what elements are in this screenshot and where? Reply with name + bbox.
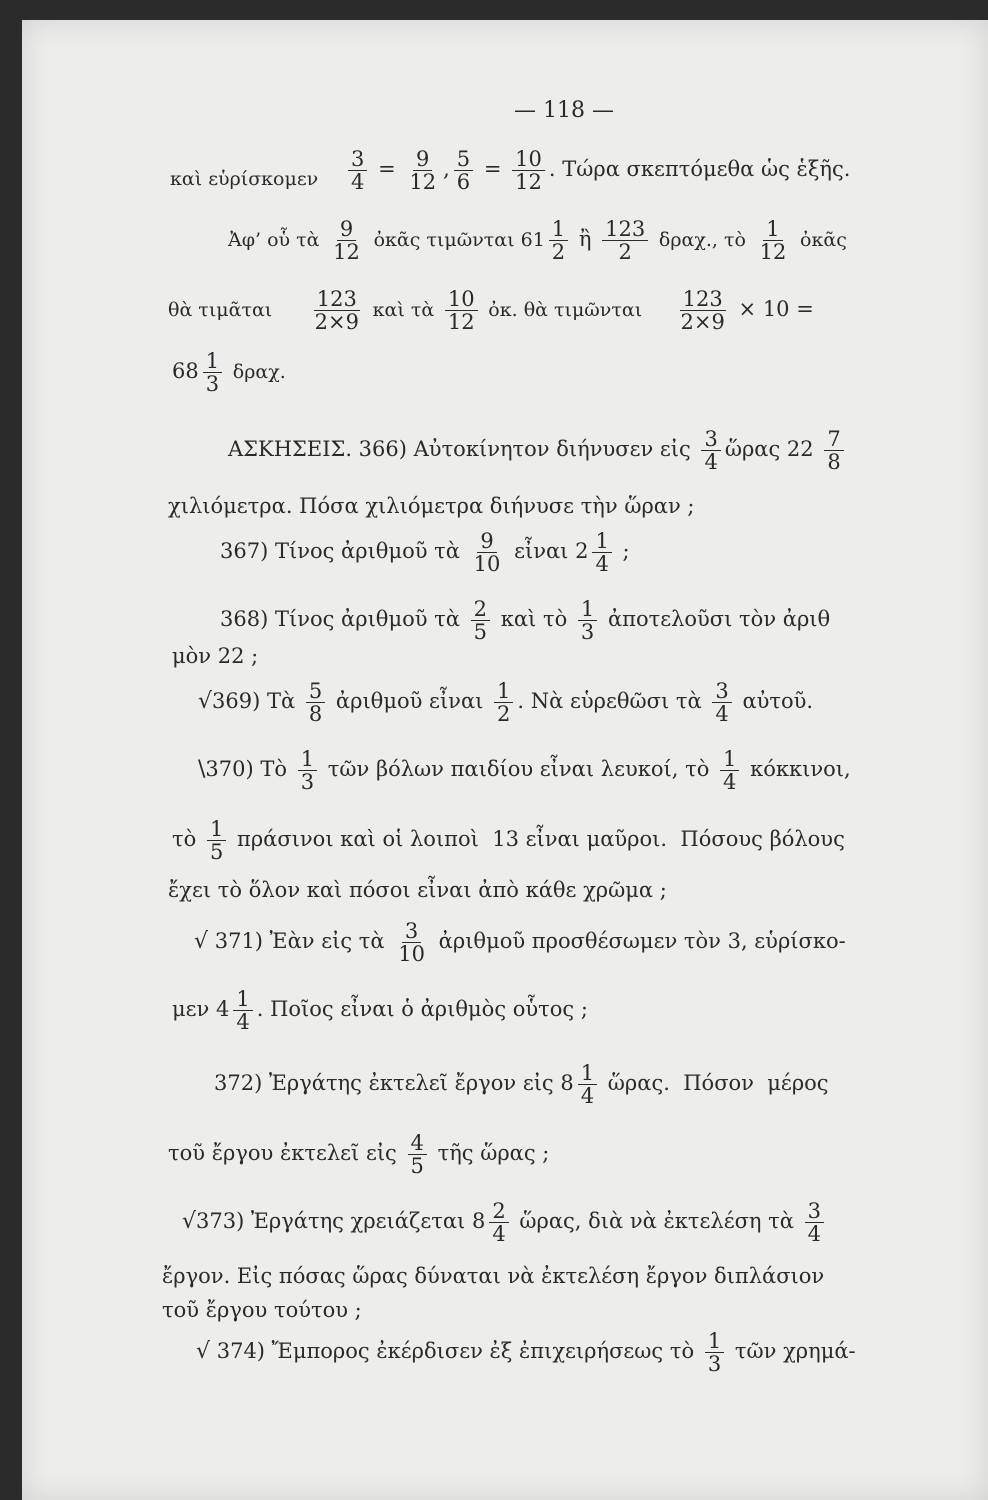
denominator: 4 <box>807 1222 822 1247</box>
numerator: 10 <box>512 148 545 171</box>
denominator: 3 <box>300 770 315 795</box>
equals-sign: = <box>483 157 502 182</box>
text-span: θὰ τιμᾶται <box>168 299 273 322</box>
denominator: 5 <box>410 1154 424 1179</box>
fraction <box>395 920 428 965</box>
fraction <box>805 1200 824 1245</box>
numerator: 1 <box>207 818 226 841</box>
denominator: 2×9 <box>314 310 359 335</box>
handwritten-check-mark: √ <box>182 1209 197 1235</box>
fraction <box>406 148 439 193</box>
denominator: 5 <box>473 620 488 645</box>
fraction <box>312 288 362 333</box>
text-span: καὶ εὑρίσκομεν <box>170 168 319 190</box>
denominator: 3 <box>707 1352 722 1377</box>
text-span: ἔργον. Εἰς πόσας ὥρας δύναται νὰ ἐκτελέση ἔργον διπλάσιον <box>162 1264 825 1288</box>
numerator: 1 <box>720 748 739 771</box>
fraction <box>701 428 720 473</box>
denominator: 4 <box>492 1222 506 1247</box>
fraction <box>203 350 222 395</box>
fraction <box>408 1132 427 1177</box>
numerator: 1 <box>578 598 597 621</box>
numerator: 1 <box>494 680 513 703</box>
book-page <box>22 20 988 1500</box>
numerator: 1 <box>203 350 222 373</box>
fraction <box>678 288 728 333</box>
text-span: 371) Ἐὰν εἰς τὰ <box>214 929 385 954</box>
fraction <box>757 218 790 263</box>
numerator: 1 <box>549 218 568 241</box>
text-span: 369) Τὰ <box>212 689 296 714</box>
denominator: 2 <box>618 240 632 265</box>
text-span: ἔχει τὸ ὅλον καὶ πόσοι εἶναι ἀπὸ κάθε χρῶμα ; <box>168 878 667 902</box>
page-number: — 118 — <box>514 98 614 123</box>
numerator: 1 <box>298 748 317 771</box>
numerator: 1 <box>233 988 252 1011</box>
fraction <box>712 680 731 725</box>
text-span: . Ποῖος εἶναι ὁ ἀριθμὸς οὗτος ; <box>256 997 588 1022</box>
text-span: 372) Ἐργάτης ἐκτελεῖ ἔργον εἰς 8 <box>214 1071 574 1096</box>
numerator: 1 <box>578 1062 597 1085</box>
numerator: 4 <box>408 1132 427 1155</box>
text-span: δραχ. <box>232 361 286 384</box>
text-span: δραχ., τὸ <box>658 229 746 252</box>
denominator: 12 <box>409 170 437 195</box>
text-span: 367) Τίνος ἀριθμοῦ τὰ <box>220 539 460 564</box>
fraction <box>578 1062 597 1107</box>
denominator: 4 <box>351 170 365 195</box>
fraction <box>471 598 490 643</box>
denominator: 12 <box>515 170 542 195</box>
numerator: 1 <box>592 530 611 553</box>
denominator: 4 <box>723 770 737 795</box>
numerator: 9 <box>477 530 496 553</box>
text-span: καὶ τὸ <box>500 607 568 632</box>
text-span: πράσινοι καὶ οἱ λοιποὶ 13 εἶναι μαῦροι. Πόσους βόλους <box>237 827 845 852</box>
fraction <box>330 218 363 263</box>
denominator: 3 <box>580 620 595 645</box>
numerator: 10 <box>445 288 478 311</box>
text-span: ; <box>622 539 630 564</box>
denominator: 2 <box>551 240 566 265</box>
text-span: τοῦ ἔργου ἐκτελεῖ εἰς <box>168 1141 397 1166</box>
denominator: 4 <box>580 1084 595 1109</box>
text-span: ἀριθμοῦ προσθέσωμεν τὸν 3, εὑρίσκο- <box>438 929 846 954</box>
denominator: 10 <box>473 552 501 577</box>
text-span: ἀριθμοῦ εἶναι <box>335 689 484 714</box>
text-span: ὥρας 22 <box>724 437 814 462</box>
text-span: εἶναι 2 <box>514 539 589 564</box>
numerator: 2 <box>489 1200 508 1223</box>
fraction <box>445 288 478 333</box>
numerator: 9 <box>337 218 356 241</box>
numerator: 3 <box>712 680 731 703</box>
text-span: 68 <box>172 359 199 384</box>
numerator: 3 <box>701 428 720 451</box>
denominator: 4 <box>595 552 609 577</box>
numerator: 3 <box>805 1200 824 1223</box>
text-span: τῶν βόλων παιδίου εἶναι λευκοί, τὸ <box>327 757 710 782</box>
fraction <box>494 680 513 725</box>
denominator: 10 <box>398 942 425 967</box>
numerator: 7 <box>824 428 843 451</box>
denominator: 2 <box>497 702 511 727</box>
denominator: 8 <box>308 702 323 727</box>
numerator: 123 <box>602 218 648 241</box>
fraction <box>471 530 504 575</box>
numerator: 1 <box>763 218 782 241</box>
text-span: Ἀφ’ οὗ τὰ <box>228 229 320 252</box>
text-span: 370) Τὸ <box>205 757 288 782</box>
handwritten-check-mark: √ <box>194 929 209 955</box>
numerator: 2 <box>471 598 490 621</box>
text-span: ΑΣΚΗΣΕΙΣ. 366) Αὐτοκίνητον διήνυσεν εἰς <box>228 437 691 462</box>
numerator: 123 <box>680 288 726 311</box>
fraction <box>233 988 252 1033</box>
denominator: 3 <box>205 372 220 397</box>
numerator: 5 <box>454 148 473 171</box>
denominator: 5 <box>209 840 224 865</box>
denominator: 6 <box>456 170 471 195</box>
fraction <box>549 218 568 263</box>
denominator: 12 <box>333 240 360 265</box>
text-span: καὶ τὰ <box>372 299 435 322</box>
handwritten-check-mark: √ <box>198 689 213 715</box>
denominator: 12 <box>447 310 475 335</box>
text-span: τῶν χρημά- <box>734 1339 856 1364</box>
numerator: 3 <box>402 920 421 943</box>
denominator: 4 <box>236 1010 250 1035</box>
text-span: ὀκᾶς <box>800 229 847 252</box>
fraction <box>207 818 226 863</box>
fraction <box>578 598 597 643</box>
fraction <box>306 680 325 725</box>
numerator: 1 <box>705 1330 724 1353</box>
fraction <box>454 148 473 193</box>
fraction <box>512 148 545 193</box>
text-span: ὀκ. θὰ τιμῶνται <box>488 299 643 322</box>
text-span: τοῦ ἔργου τούτου ; <box>162 1298 362 1322</box>
text-span: ὀκᾶς τιμῶνται 61 <box>373 229 545 252</box>
text-span: 373) Ἐργάτης χρειάζεται 8 <box>196 1209 486 1234</box>
denominator: 8 <box>827 450 841 475</box>
text-span: 374) Ἔμπορος ἐκέρδισεν ἐξ ἐπιχειρήσεως τὸ <box>216 1339 695 1364</box>
equals-sign: = <box>378 157 396 182</box>
text-span: × 10 = <box>738 297 814 322</box>
text-span: . Νὰ εὑρεθῶσι τὰ <box>517 689 702 714</box>
handwritten-check-mark: √ <box>196 1339 211 1365</box>
comma: , <box>443 157 450 182</box>
numerator: 9 <box>413 148 432 171</box>
text-span: . Τώρα σκεπτόμεθα ὡς ἑξῆς. <box>548 157 851 182</box>
fraction <box>705 1330 724 1375</box>
text-span: ἀποτελοῦσι τὸν ἀριθ <box>607 607 831 632</box>
text-span: μὸν 22 ; <box>172 644 259 668</box>
text-span: χιλιόμετρα. Πόσα χιλιόμετρα διήνυσε τὴν ὥραν ; <box>168 494 695 518</box>
text-span: κόκκινοι, <box>750 757 851 782</box>
handwritten-mark: \ <box>198 757 206 783</box>
numerator: 5 <box>306 680 325 703</box>
text-span: ὥρας, διὰ νὰ ἐκτελέση τὰ <box>519 1209 794 1234</box>
text-span: αὐτοῦ. <box>742 689 814 714</box>
text-span: τῆς ὥρας ; <box>437 1141 550 1166</box>
fraction <box>489 1200 508 1245</box>
text-span: τὸ <box>172 827 197 852</box>
fraction <box>602 218 648 263</box>
fraction <box>348 148 367 193</box>
fraction <box>298 748 317 793</box>
numerator: 3 <box>348 148 367 171</box>
denominator: 12 <box>759 240 787 265</box>
text-span: ὥρας. Πόσον μέρος <box>607 1071 829 1096</box>
fraction <box>824 428 843 473</box>
text-span: μεν 4 <box>172 997 230 1022</box>
text-span: ἢ <box>578 227 592 252</box>
fraction <box>720 748 739 793</box>
fraction <box>592 530 611 575</box>
denominator: 4 <box>715 702 729 727</box>
text-span: 368) Τίνος ἀριθμοῦ τὰ <box>220 607 460 632</box>
numerator: 123 <box>314 288 360 311</box>
denominator: 4 <box>704 450 718 475</box>
denominator: 2×9 <box>680 310 725 335</box>
